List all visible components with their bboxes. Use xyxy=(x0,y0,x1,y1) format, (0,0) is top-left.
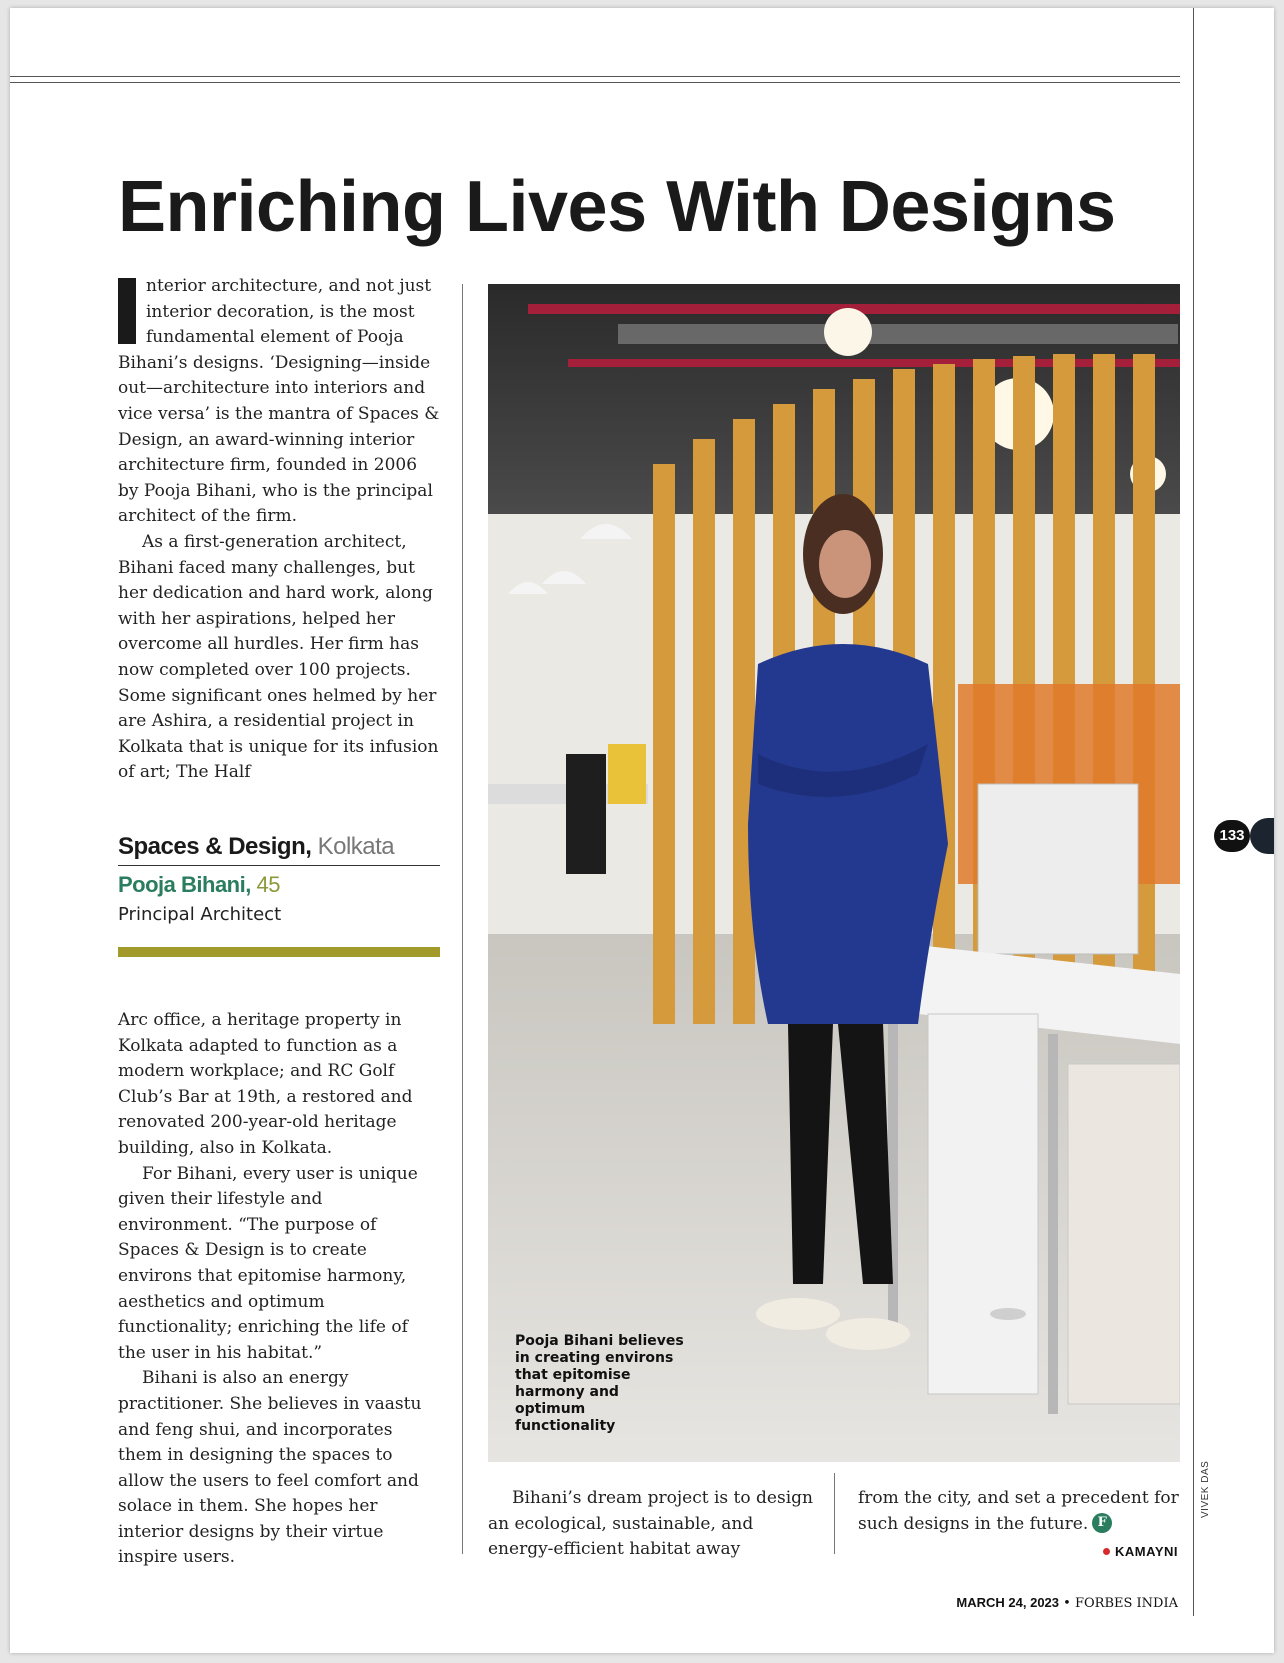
top-rule xyxy=(10,76,1180,83)
footer-date: MARCH 24, 2023 xyxy=(956,1595,1060,1610)
person-role: Principal Architect xyxy=(118,904,282,925)
drop-cap xyxy=(118,278,136,344)
company-line xyxy=(118,833,440,866)
column-divider xyxy=(462,284,463,1554)
paragraph-dream-project: Bihani’s dream project is to design an ecological, sustainable, and energy-efficient habitat away xyxy=(488,1488,813,1560)
left-column-lower xyxy=(118,1008,440,1571)
company-city: Kolkata xyxy=(317,833,395,860)
footer-separator: • xyxy=(1063,1596,1071,1611)
right-margin-rule xyxy=(1193,8,1194,1616)
person-line xyxy=(118,872,440,898)
portrait-photo xyxy=(488,284,1180,1462)
magazine-page xyxy=(10,8,1274,1653)
author-byline: KAMAYNI xyxy=(1103,1544,1178,1559)
headline: Enriching Lives With Designs xyxy=(118,167,1116,247)
paragraph-intro: nterior architecture, and not just interior decoration, is the most fundamental element of Pooja Bihani’s designs. ‘Designing—inside out—architecture into interiors and vice versa’ is the mantra of Spaces & Design, an award-winning interior architecture firm, founded in 2006 by Pooja Bihani, who is the principal architect of the firm. xyxy=(118,276,440,527)
footer-publication: FORBES INDIA xyxy=(1074,1596,1178,1611)
paragraph-purpose: For Bihani, every user is unique given their lifestyle and environment. “The purpose of Spaces & Design is to create environs that epitomise harmony, aesthetics and optimum functionality; enriching the life of the user in his habitat.” xyxy=(118,1163,418,1363)
paragraph-projects: Arc office, a heritage property in Kolkata adapted to function as a modern workplace; and RC Golf Club’s Bar at 19th, a restored and renovated 200-year-old heritage building, also in Kolkata. xyxy=(118,1010,413,1158)
page-edge-tab xyxy=(1250,818,1274,854)
infobox-accent-bar xyxy=(118,947,440,957)
bottom-column-right xyxy=(858,1486,1180,1537)
paragraph-challenges: As a first-generation architect, Bihani faced many challenges, but her dedication and hard work, along with her aspirations, helped her overcome all hurdles. Her firm has now completed over 100 projects. Some significant ones helmed by her are Ashira, a residential project in Kolkata that is unique for its infusion of art; The Half xyxy=(118,531,439,783)
left-column-upper xyxy=(118,274,440,786)
bottom-column-middle xyxy=(488,1486,818,1563)
column-divider-bottom xyxy=(834,1473,835,1554)
profile-infobox xyxy=(118,833,440,957)
photo-caption: Pooja Bihani believes in creating environs that epitomise harmony and optimum functionality xyxy=(515,1333,684,1434)
byline-dot-icon xyxy=(1103,1548,1110,1555)
forbes-end-mark-icon: F xyxy=(1092,1513,1112,1533)
paragraph-energy: Bihani is also an energy practitioner. She believes in vaastu and feng shui, and incorporates them in designing the spaces to allow the users to feel comfort and solace in them. She hopes her interior designs by their virtue inspire users. xyxy=(118,1368,422,1568)
office-portrait-illustration xyxy=(488,284,1180,1462)
page-number-badge: 133 xyxy=(1214,820,1250,852)
person-name: Pooja Bihani, xyxy=(118,872,251,897)
page-footer xyxy=(956,1595,1178,1611)
person-age: 45 xyxy=(256,872,280,897)
paragraph-closing: from the city, and set a precedent for such designs in the future. F xyxy=(858,1488,1179,1534)
photo-credit: VIVEK DAS xyxy=(1200,1460,1211,1518)
company-name: Spaces & Design, xyxy=(118,833,312,860)
